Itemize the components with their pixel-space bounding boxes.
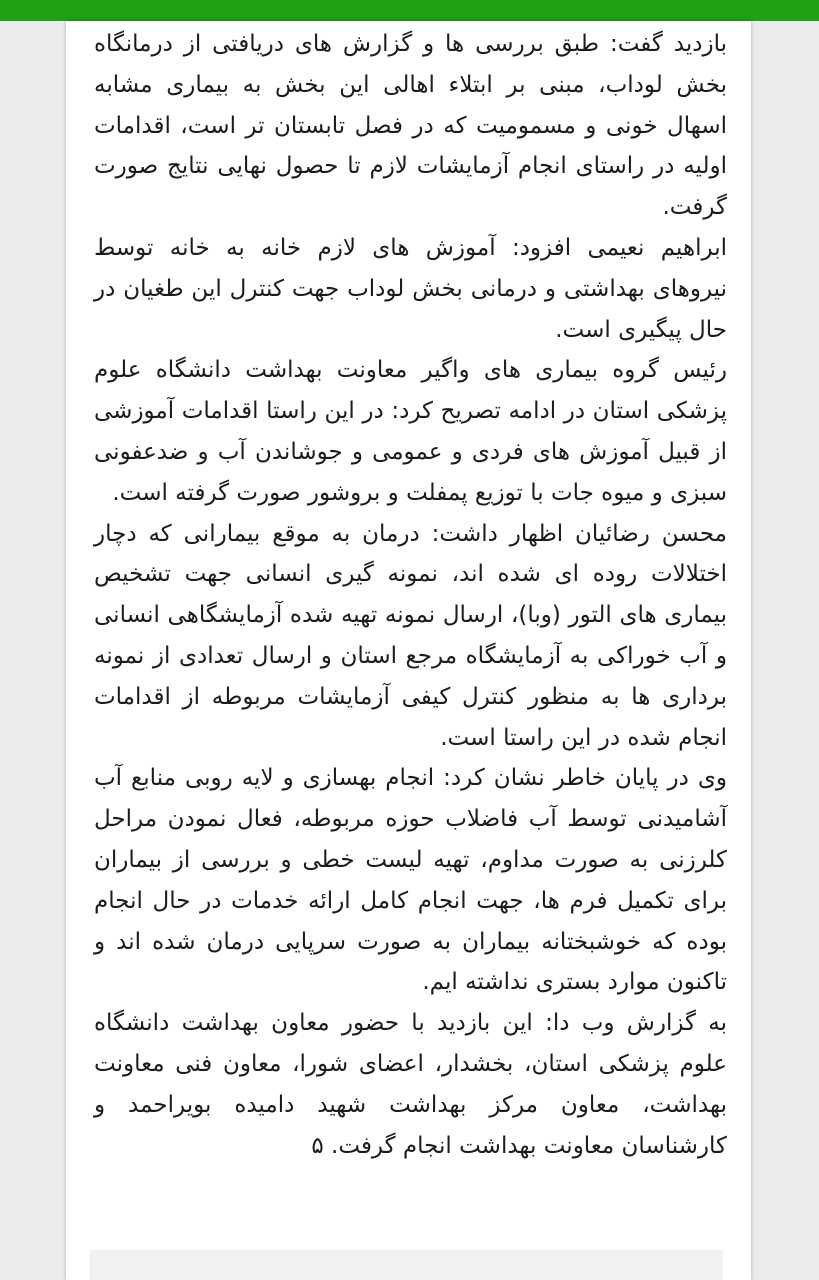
next-content-block (90, 1250, 723, 1280)
article-paragraph: رئیس گروه بیماری های واگیر معاونت بهداشت دانشگاه علوم پزشکی استان در ادامه تصریح کرد: در این راستا اقدامات آموزشی از قبیل آموزش های فردی و عمومی و جوشاندن آب و ضدعفونی سبزی و میوه جات با توزیع پمفلت و بروشور صورت گرفته است. (94, 357, 727, 506)
article-paragraph: به گزارش وب دا: این بازدید با حضور معاون بهداشت دانشگاه علوم پزشکی استان، بخشدار، اعضای شورا، معاون فنی معاونت بهداشت، معاون مرکز بهداشت شهید دامیده بویراحمد و کارشناسان معاونت بهداشت انجام گرفت. ۵ (94, 1010, 727, 1159)
article-paragraph: محسن رضائیان اظهار داشت: درمان به موقع بیمارانی که دچار اختلالات روده ای شده اند، نمونه گیری انسانی جهت تشخیص بیماری های التور (وبا)، ارسال نمونه تهیه شده آزمایشگاهی انسانی و آب خوراکی به آزمایشگاه مرجع استان و ارسال تعدادی از نمونه برداری ها به منظور کنترل کیفی آزمایشات مربوطه از اقدامات انجام شده در این راستا است. (94, 520, 727, 751)
article-paragraph: بازدید گفت: طبق بررسی ها و گزارش های دریافتی از درمانگاه بخش لوداب، مبنی بر ابتلاء اهالی این بخش به بیماری مشابه اسهال خونی و مسمومیت که در فصل تابستان تر است، اقدامات اولیه در راستای انجام آزمایشات لازم تا حصول نهایی نتایج صورت گرفت. (94, 31, 727, 221)
article-body (94, 24, 727, 1166)
top-accent-bar (0, 0, 819, 21)
article-paragraph: ابراهیم نعیمی افزود: آموزش های لازم خانه به خانه توسط نیروهای بهداشتی و درمانی بخش لوداب جهت کنترل این طغیان در حال پیگیری است. (94, 234, 727, 343)
article-paragraph: وی در پایان خاطر نشان کرد: انجام بهسازی و لایه روبی منابع آب آشامیدنی توسط آب فاضلاب حوزه مربوطه، فعال نمودن مراحل کلرزنی به صورت مداوم، تهیه لیست خطی و بررسی از بیماران برای تکمیل فرم ها، جهت انجام کامل ارائه خدمات در حال انجام بوده که خوشبختانه بیماران به صورت سرپایی درمان شده اند و تاکنون موارد بستری نداشته ایم. (94, 765, 727, 996)
